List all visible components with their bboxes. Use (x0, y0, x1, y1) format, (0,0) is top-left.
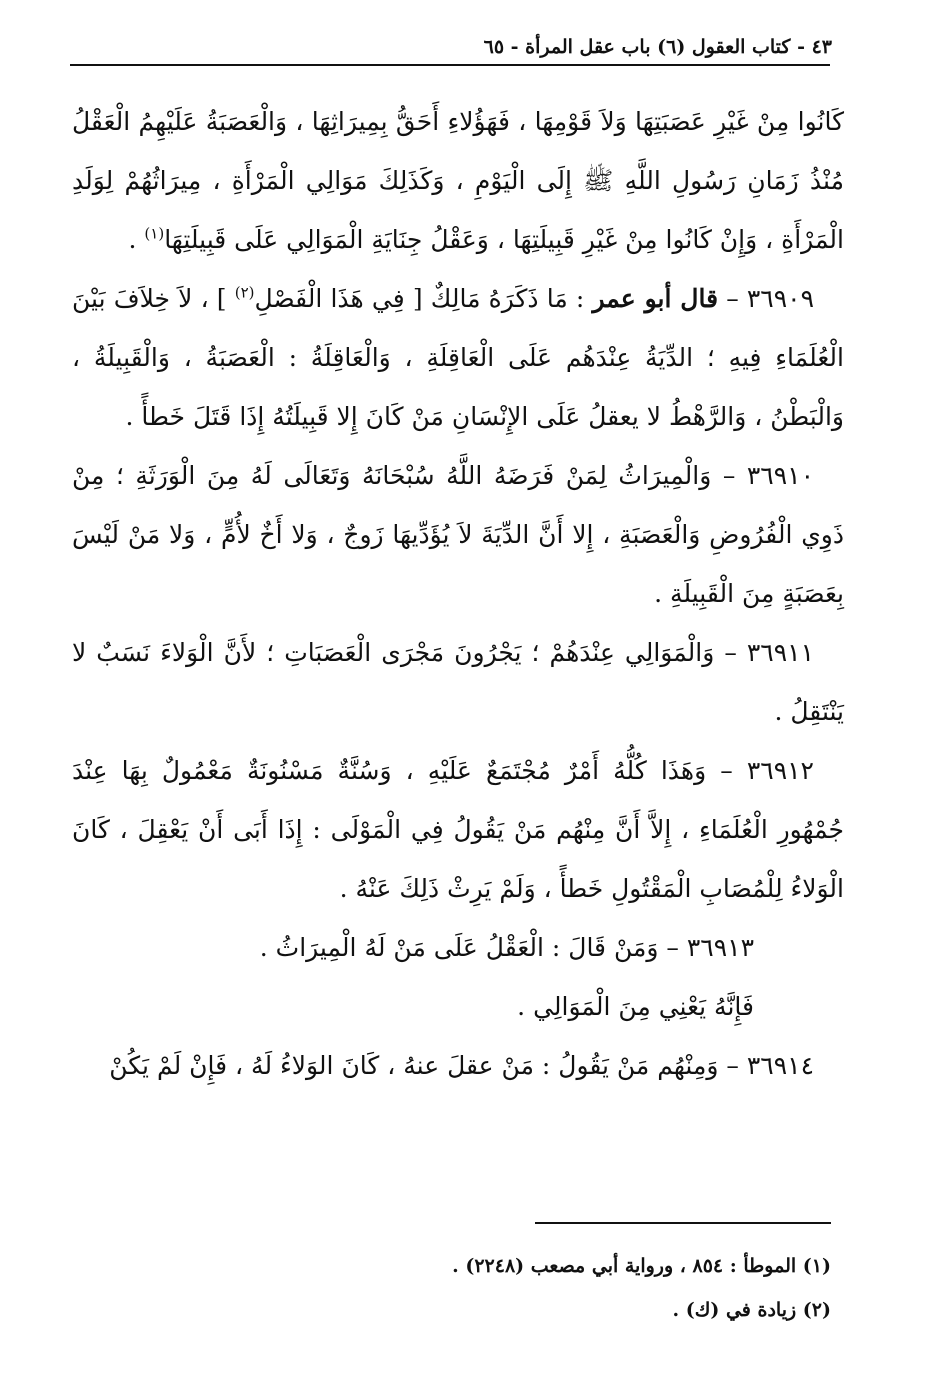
paragraph-text: وَمِنْهُم مَنْ يَقُولُ : مَنْ عقلَ عنهُ ، كَانَ الوَلاءُ لَهُ ، فَإِنْ لَمْ يَكُنْ (109, 1051, 719, 1080)
paragraph-unnumbered (72, 977, 844, 1036)
running-head: ٤٣ - كتاب العقول (٦) باب عقل المرأة - ٦٥ (483, 36, 832, 58)
footnotes (91, 1244, 831, 1332)
paragraph-number: ٣٦٩١٤ (746, 1051, 814, 1080)
paragraph-number: ٣٦٩٠٩ (746, 284, 815, 313)
paragraph-text: وَالْمِيرَاثُ لِمَنْ فَرَضَهُ اللَّهُ سُبْحَانَهُ وَتَعَالَى لَهُ مِنَ الْوَرَثَةِ ؛ مِنْ ذَوِي الْفُرُوضِ وَالْعَصَبَةِ ، إِلا أَنَّ الدِّيَةَ لاَ يُؤَدِّيهَا زَوجٌ ، وَلا أَخٌ لأُمٍّ ، وَلا مَنْ لَيْسَ بِعَصَبَةٍ مِنَ الْقَبِيلَةِ . (72, 461, 844, 608)
paragraph-36914: ٣٦٩١٤ – وَمِنْهُم مَنْ يَقُولُ : مَنْ عقلَ عنهُ ، كَانَ الوَلاءُ لَهُ ، فَإِنْ لَمْ يَكُنْ (109, 1051, 814, 1080)
paragraph-text: وَهَذَا كُلُّهُ أَمْرٌ مُجْتَمَعٌ عَلَيْهِ ، وَسُنَّةٌ مَسْنُونَةٌ مَعْمُولٌ بِهَا عِنْدَ جُمْهُورِ الْعُلَمَاءِ ، إِلاَّ أَنَّ مِنْهُم مَنْ يَقُولُ فِي الْمَوْلَى : إِذَا أَبَى أَنْ يَعْقِلَ ، كَانَ الْوَلاءُ لِلْمُصَابِ الْمَقْتُولِ خَطأً ، وَلَمْ يَرِثْ ذَلِكَ عَنْهُ . (72, 756, 844, 903)
paragraph-36910: ٣٦٩١٠ – وَالْمِيرَاثُ لِمَنْ فَرَضَهُ اللَّهُ سُبْحَانَهُ وَتَعَالَى لَهُ مِنَ الْوَرَثَةِ ؛ مِنْ ذَوِي الْفُرُوضِ وَالْعَصَبَةِ ، إِلا أَنَّ الدِّيَةَ لاَ يُؤَدِّيهَا زَوجٌ ، وَلا أَخٌ لأُمٍّ ، وَلا مَنْ لَيْسَ بِعَصَبَةٍ مِنَ الْقَبِيلَةِ . (72, 461, 844, 608)
main-text (72, 92, 844, 1095)
paragraph-text: كَانُوا مِنْ غَيْرِ عَصَبَتِهَا وَلاَ قَوْمِهَا ، فَهَؤُلاءِ أَحَقُّ بِمِيرَاثِهَا ، وَالْعَصَبَةُ عَلَيْهِمُ الْعَقْلُ مُنْذُ زَمَانِ رَسُولِ اللَّهِ ﷺ إِلَى الْيَوْمِ ، وَكَذَلِكَ مَوَالِي الْمَرْأَةِ ، مِيرَاثُهُمْ لِوَلَدِ الْمَرْأَةِ ، وَإِنْ كَانُوا مِنْ غَيْرِ قَبِيلَتِهَا ، وَعَقْلُ جِنَايَةِ الْمَوَالِي عَلَى قَبِيلَتِهَا (72, 107, 844, 254)
paragraph-number: ٣٦٩١٣ (686, 933, 754, 962)
paragraph-36912: ٣٦٩١٢ – وَهَذَا كُلُّهُ أَمْرٌ مُجْتَمَعٌ عَلَيْهِ ، وَسُنَّةٌ مَسْنُونَةٌ مَعْمُولٌ بِهَا عِنْدَ جُمْهُورِ الْعُلَمَاءِ ، إِلاَّ أَنَّ مِنْهُم مَنْ يَقُولُ فِي الْمَوْلَى : إِذَا أَبَى أَنْ يَعْقِلَ ، كَانَ الْوَلاءُ لِلْمُصَابِ الْمَقْتُولِ خَطأً ، وَلَمْ يَرِثْ ذَلِكَ عَنْهُ . (72, 756, 844, 903)
paragraph-text: وَالْمَوَالِي عِنْدَهُمْ ؛ يَجْرُونَ مَجْرَى الْعَصَبَاتِ ؛ لأَنَّ الْوَلاءَ نَسَبٌ لا يَنْتَقِلُ . (72, 638, 844, 726)
footnote-ref-1: (١) (144, 224, 165, 243)
paragraph-text: فَإِنَّهُ يَعْنِي مِنَ الْمَوَالِي . (517, 992, 754, 1021)
paragraph-36911: ٣٦٩١١ – وَالْمَوَالِي عِنْدَهُمْ ؛ يَجْرُونَ مَجْرَى الْعَصَبَاتِ ؛ لأَنَّ الْوَلاءَ نَسَبٌ لا يَنْتَقِلُ . (72, 638, 844, 726)
paragraph-text: وَمَنْ قَالَ : الْعَقْلُ عَلَى مَنْ لَهُ الْمِيرَاثُ . (259, 933, 659, 962)
footnote-2: (٢) زيادة في (ك) . (672, 1299, 831, 1321)
paragraph-continuation (72, 92, 844, 269)
header-rule (70, 64, 830, 66)
paragraph-number: ٣٦٩١١ (746, 638, 814, 667)
paragraph-number: ٣٦٩١٢ (746, 756, 814, 785)
footnote-rule (535, 1222, 831, 1224)
paragraph-36909: ٣٦٩٠٩ – قال أبو عمر : مَا ذَكَرَهُ مَالِكٌ [ فِي هَذَا الْفَصْلِ$^{(٢)}$ ] ، لاَ خِلاَفَ بَيْنَ الْعُلَمَاءِ فِيهِ ؛ الدِّيَةُ عِنْدَهُم عَلَى الْعَاقِلَةِ ، وَالْعَاقِلَةُ : الْعَصَبَةُ ، وَالْقَبِيلَةُ ، وَالْبَطْنُ ، وَالرَّهْطُ لا يعقلُ عَلَى الإِنْسَانِ مَنْ كَانَ إِلا قَبِيلَتُهُ إِذَا قَتَلَ خَطأً . (72, 283, 844, 431)
footnote-ref-2: (٢) (234, 283, 255, 302)
paragraph-lead: قال أبو عمر (592, 284, 719, 313)
footnote-1: (١) الموطأ : ٨٥٤ ، ورواية أبي مصعب (٢٢٤٨) . (452, 1255, 831, 1277)
paragraph-36913: ٣٦٩١٣ – وَمَنْ قَالَ : الْعَقْلُ عَلَى مَنْ لَهُ الْمِيرَاثُ . (259, 933, 754, 962)
paragraph-text: : مَا ذَكَرَهُ مَالِكٌ [ فِي هَذَا الْفَصْلِ (254, 284, 585, 313)
paragraph-text-end: . (128, 225, 145, 254)
paragraph-text-end: ] ، لاَ خِلاَفَ بَيْنَ الْعُلَمَاءِ فِيهِ ؛ الدِّيَةُ عِنْدَهُم عَلَى الْعَاقِلَةِ ، وَالْعَاقِلَةُ : الْعَصَبَةُ ، وَالْقَبِيلَةُ ، وَالْبَطْنُ ، وَالرَّهْطُ لا يعقلُ عَلَى الإِنْسَانِ مَنْ كَانَ إِلا قَبِيلَتُهُ إِذَا قَتَلَ خَطأً . (72, 284, 844, 431)
paragraph-number: ٣٦٩١٠ (746, 461, 814, 490)
